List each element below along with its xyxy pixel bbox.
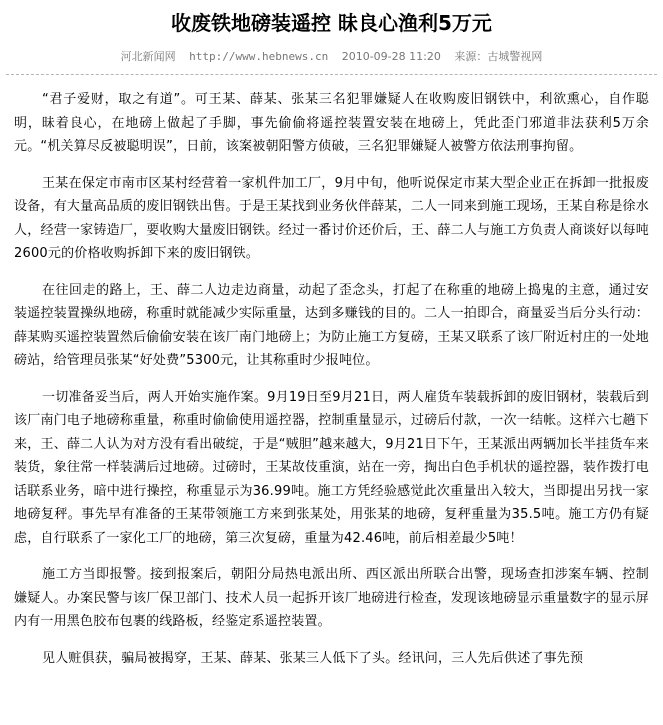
article-meta — [0, 49, 663, 65]
article-paragraph: “君子爱财，取之有道”。可王某、薛某、张某三名犯罪嫌疑人在收购废旧钢铁中，利欲熏心，自作聪明，昧着良心，在地磅上做起了手脚，事先偷偷将遥控装置安装在地磅上，凭此歪门邪道非法获利5万余元。“机关算尽反被聪明误”，日前，该案被朝阳警方侦破，三名犯罪嫌疑人被警方依法刑事拘留。 — [14, 92, 649, 154]
source-site: 河北新闻网 — [120, 50, 176, 63]
source-label: 来源：古城警视网 — [454, 50, 543, 63]
article-paragraph: 在往回走的路上，王、薛二人边走边商量，动起了歪念头，打起了在称重的地磅上捣鬼的主意，通过安装遥控装置操纵地磅，称重时就能减少实际重量，达到多赚钱的目的。二人一拍即合，商量妥当后分头行动：薛某购买遥控装置然后偷偷安装在该厂南门地磅上；为防止施工方复磅，王某又联系了该厂附近村庄的一处地磅站，给管理员张某“好处费”5300元，让其称重时少报吨位。 — [14, 282, 649, 368]
article-paragraph: 施工方当即报警。接到报案后，朝阳分局热电派出所、西区派出所联合出警，现场查扣涉案车辆、控制嫌疑人。办案民警与该厂保卫部门、技术人员一起拆开该厂地磅进行检查，发现该地磅显示重量数字的显示屏内有一用黑色胶布包裹的线路板，经鉴定系遥控装置。 — [14, 567, 649, 629]
source-url[interactable]: http://www.hebnews.cn — [189, 50, 329, 63]
article-title: 收废铁地磅装遥控 昧良心渔利5万元 — [171, 11, 492, 35]
publish-datetime: 2010-09-28 11:20 — [341, 50, 441, 63]
article-paragraph: 王某在保定市南市区某村经营着一家机件加工厂，9月中旬，他听说保定市某大型企业正在拆卸一批报废设备，有大量高品质的废旧钢铁出售。于是王某找到业务伙伴薛某，二人一同来到施工现场，王某自称是徐水人，经营一家铸造厂，要收购大量废旧钢铁。经过一番讨价还价后，王、薛二人与施工方负责人商谈好以每吨2600元的价格收购拆卸下来的废旧钢铁。 — [14, 175, 649, 261]
article-body — [0, 75, 663, 670]
article-paragraph: 见人赃俱获，骗局被揭穿，王某、薛某、张某三人低下了头。经讯问，三人先后供述了事先预 — [42, 650, 584, 666]
article-paragraph: 一切准备妥当后，两人开始实施作案。9月19日至9月21日，两人雇货车装载拆卸的废旧钢材，装载后到该厂南门电子地磅称重量，称重时偷偷使用遥控器，控制重量显示，过磅后付款，一次一结帐。这样六七趟下来，王、薛二人认为对方没有看出破绽，于是“贼胆”越来越大，9月21日下午，王某派出两辆加长半挂货车来装货，象往常一样装满后过地磅。过磅时，王某故伎重演，站在一旁，掏出白色手机状的遥控器，装作拨打电话联系业务，暗中进行操控，称重显示为36.99吨。施工方凭经验感觉此次重量出入较大，当即提出另找一家地磅复秤。事先早有准备的王某带领施工方来到张某处，用张某的地磅，复秤重量为35.5吨。施工方仍有疑虑，自行联系了一家化工厂的地磅，第三次复磅，重量为42.46吨，前后相差最少5吨！ — [14, 389, 649, 546]
